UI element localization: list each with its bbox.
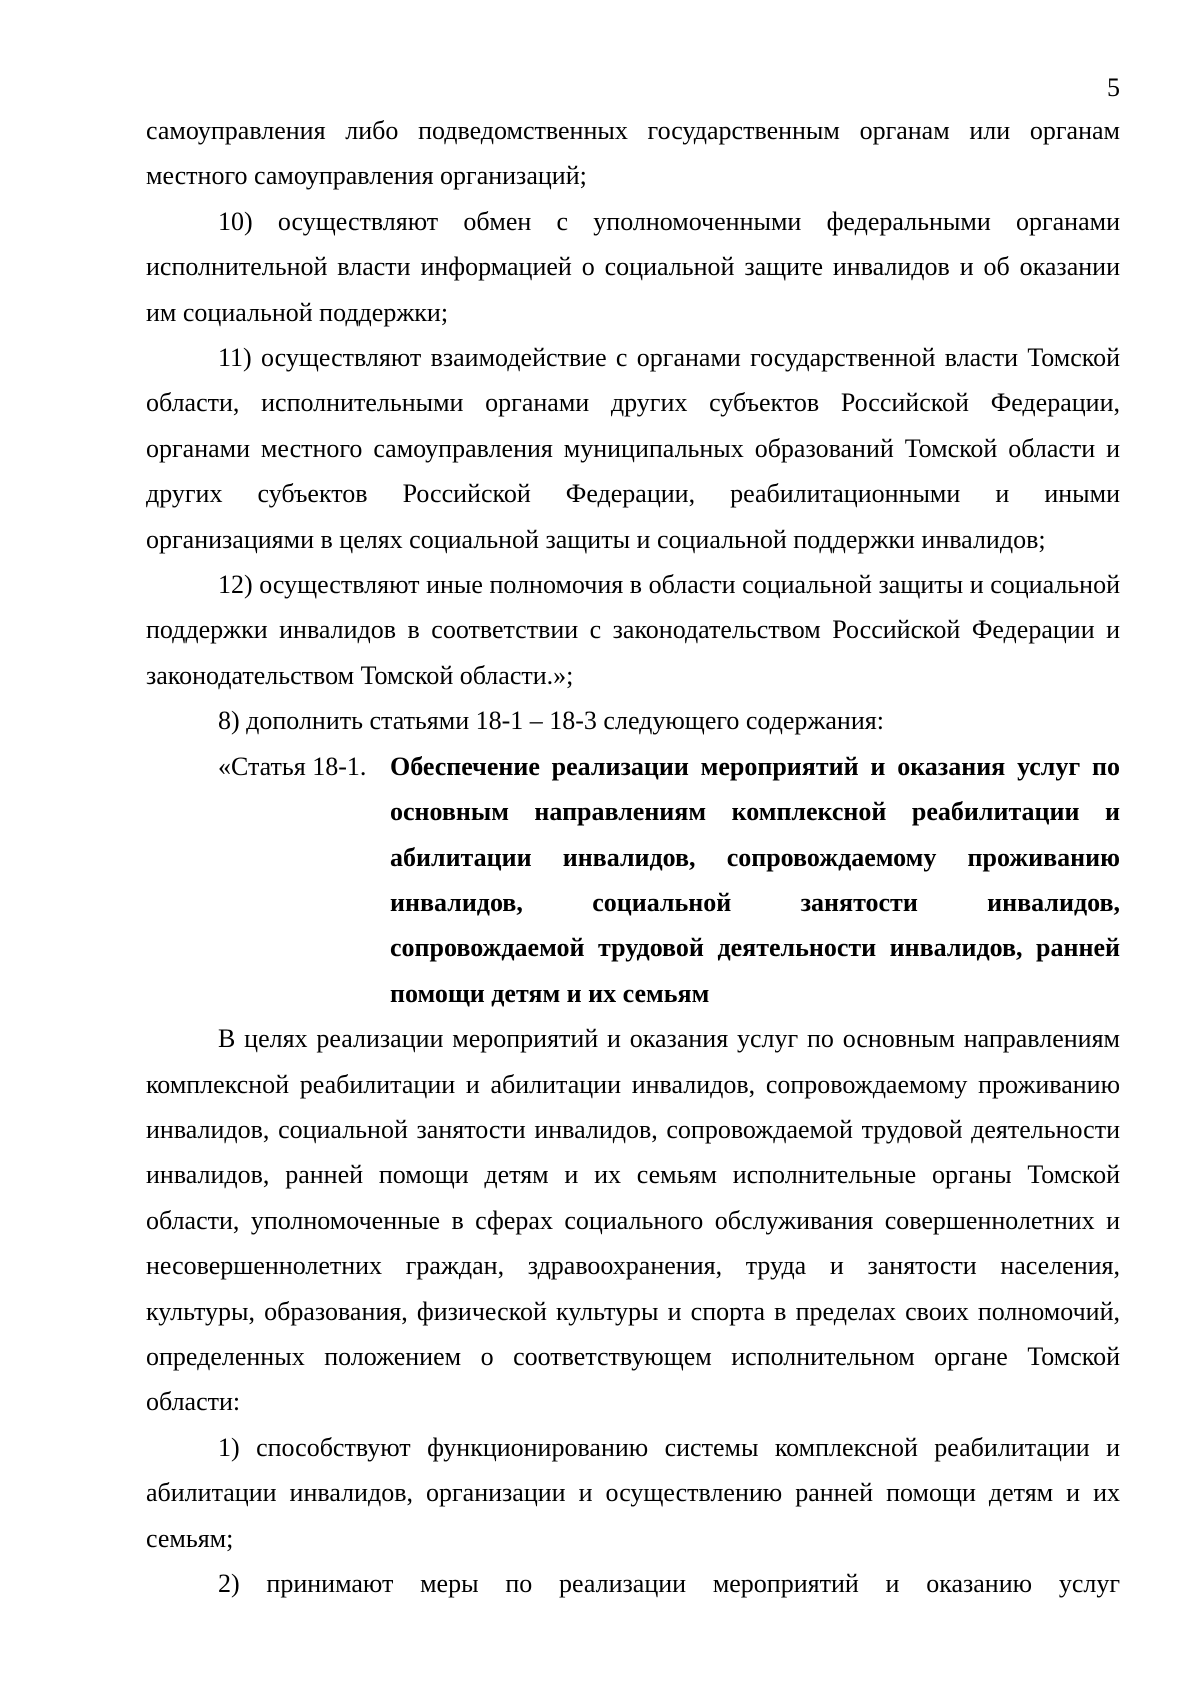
paragraph-item-10: 10) осуществляют обмен с уполномоченными федеральными органами исполнительной власти информацией о социальной защите инвалидов и об оказании им социальной поддержки; — [146, 206, 1120, 327]
paragraph-continuation: самоуправления либо подведомственных государственным органам или органам местного самоуправления организаций; — [146, 116, 1120, 191]
document-body — [146, 108, 1120, 1606]
article-paragraph-item-1: 1) способствуют функционированию системы комплексной реабилитации и абилитации инвалидов, организации и осуществлению ранней помощи детям и их семьям; — [146, 1432, 1120, 1553]
article-paragraph-intro: В целях реализации мероприятий и оказания услуг по основным направлениям комплексной реабилитации и абилитации инвалидов, сопровождаемому проживанию инвалидов, социальной занятости инвалидов, сопровождаемой трудовой деятельности инвалидов, ранней помощи детям и их семьям исполнительные органы Томской области, уполномоченные в сферах социального обслуживания совершеннолетних и несовершеннолетних граждан, здравоохранения, труда и занятости населения, культуры, образования, физической культуры и спорта в пределах своих полномочий, определенных положением о соответствующем исполнительном органе Томской области: — [146, 1024, 1120, 1417]
article-number: «Статья 18-1. — [218, 751, 367, 781]
paragraph-item-8: 8) дополнить статьями 18-1 – 18-3 следующего содержания: — [218, 706, 884, 736]
page-number: 5 — [1107, 73, 1120, 102]
article-title: Обеспечение реализации мероприятий и оказания услуг по основным направлениям комплексной реабилитации и абилитации инвалидов, сопровождаемому проживанию инвалидов, социальной занятости инвалидов, сопровождаемой трудовой деятельности инвалидов, ранней помощи детям и их семьям — [390, 751, 1120, 1008]
paragraph-item-12: 12) осуществляют иные полномочия в области социальной защиты и социальной поддержки инвалидов в соответствии с законодательством Российской Федерации и законодательством Томской области.»; — [146, 570, 1120, 690]
paragraph-item-11: 11) осуществляют взаимодействие с органами государственной власти Томской области, исполнительными органами других субъектов Российской Федерации, органами местного самоуправления муниципальных образований Томской области и других субъектов Российской Федерации, реабилитационными и иными организациями в целях социальной защиты и социальной поддержки инвалидов; — [146, 343, 1120, 554]
article-paragraph-item-2: 2) принимают меры по реализации мероприятий и оказанию услуг — [218, 1569, 1120, 1598]
article-heading — [146, 744, 1120, 1016]
